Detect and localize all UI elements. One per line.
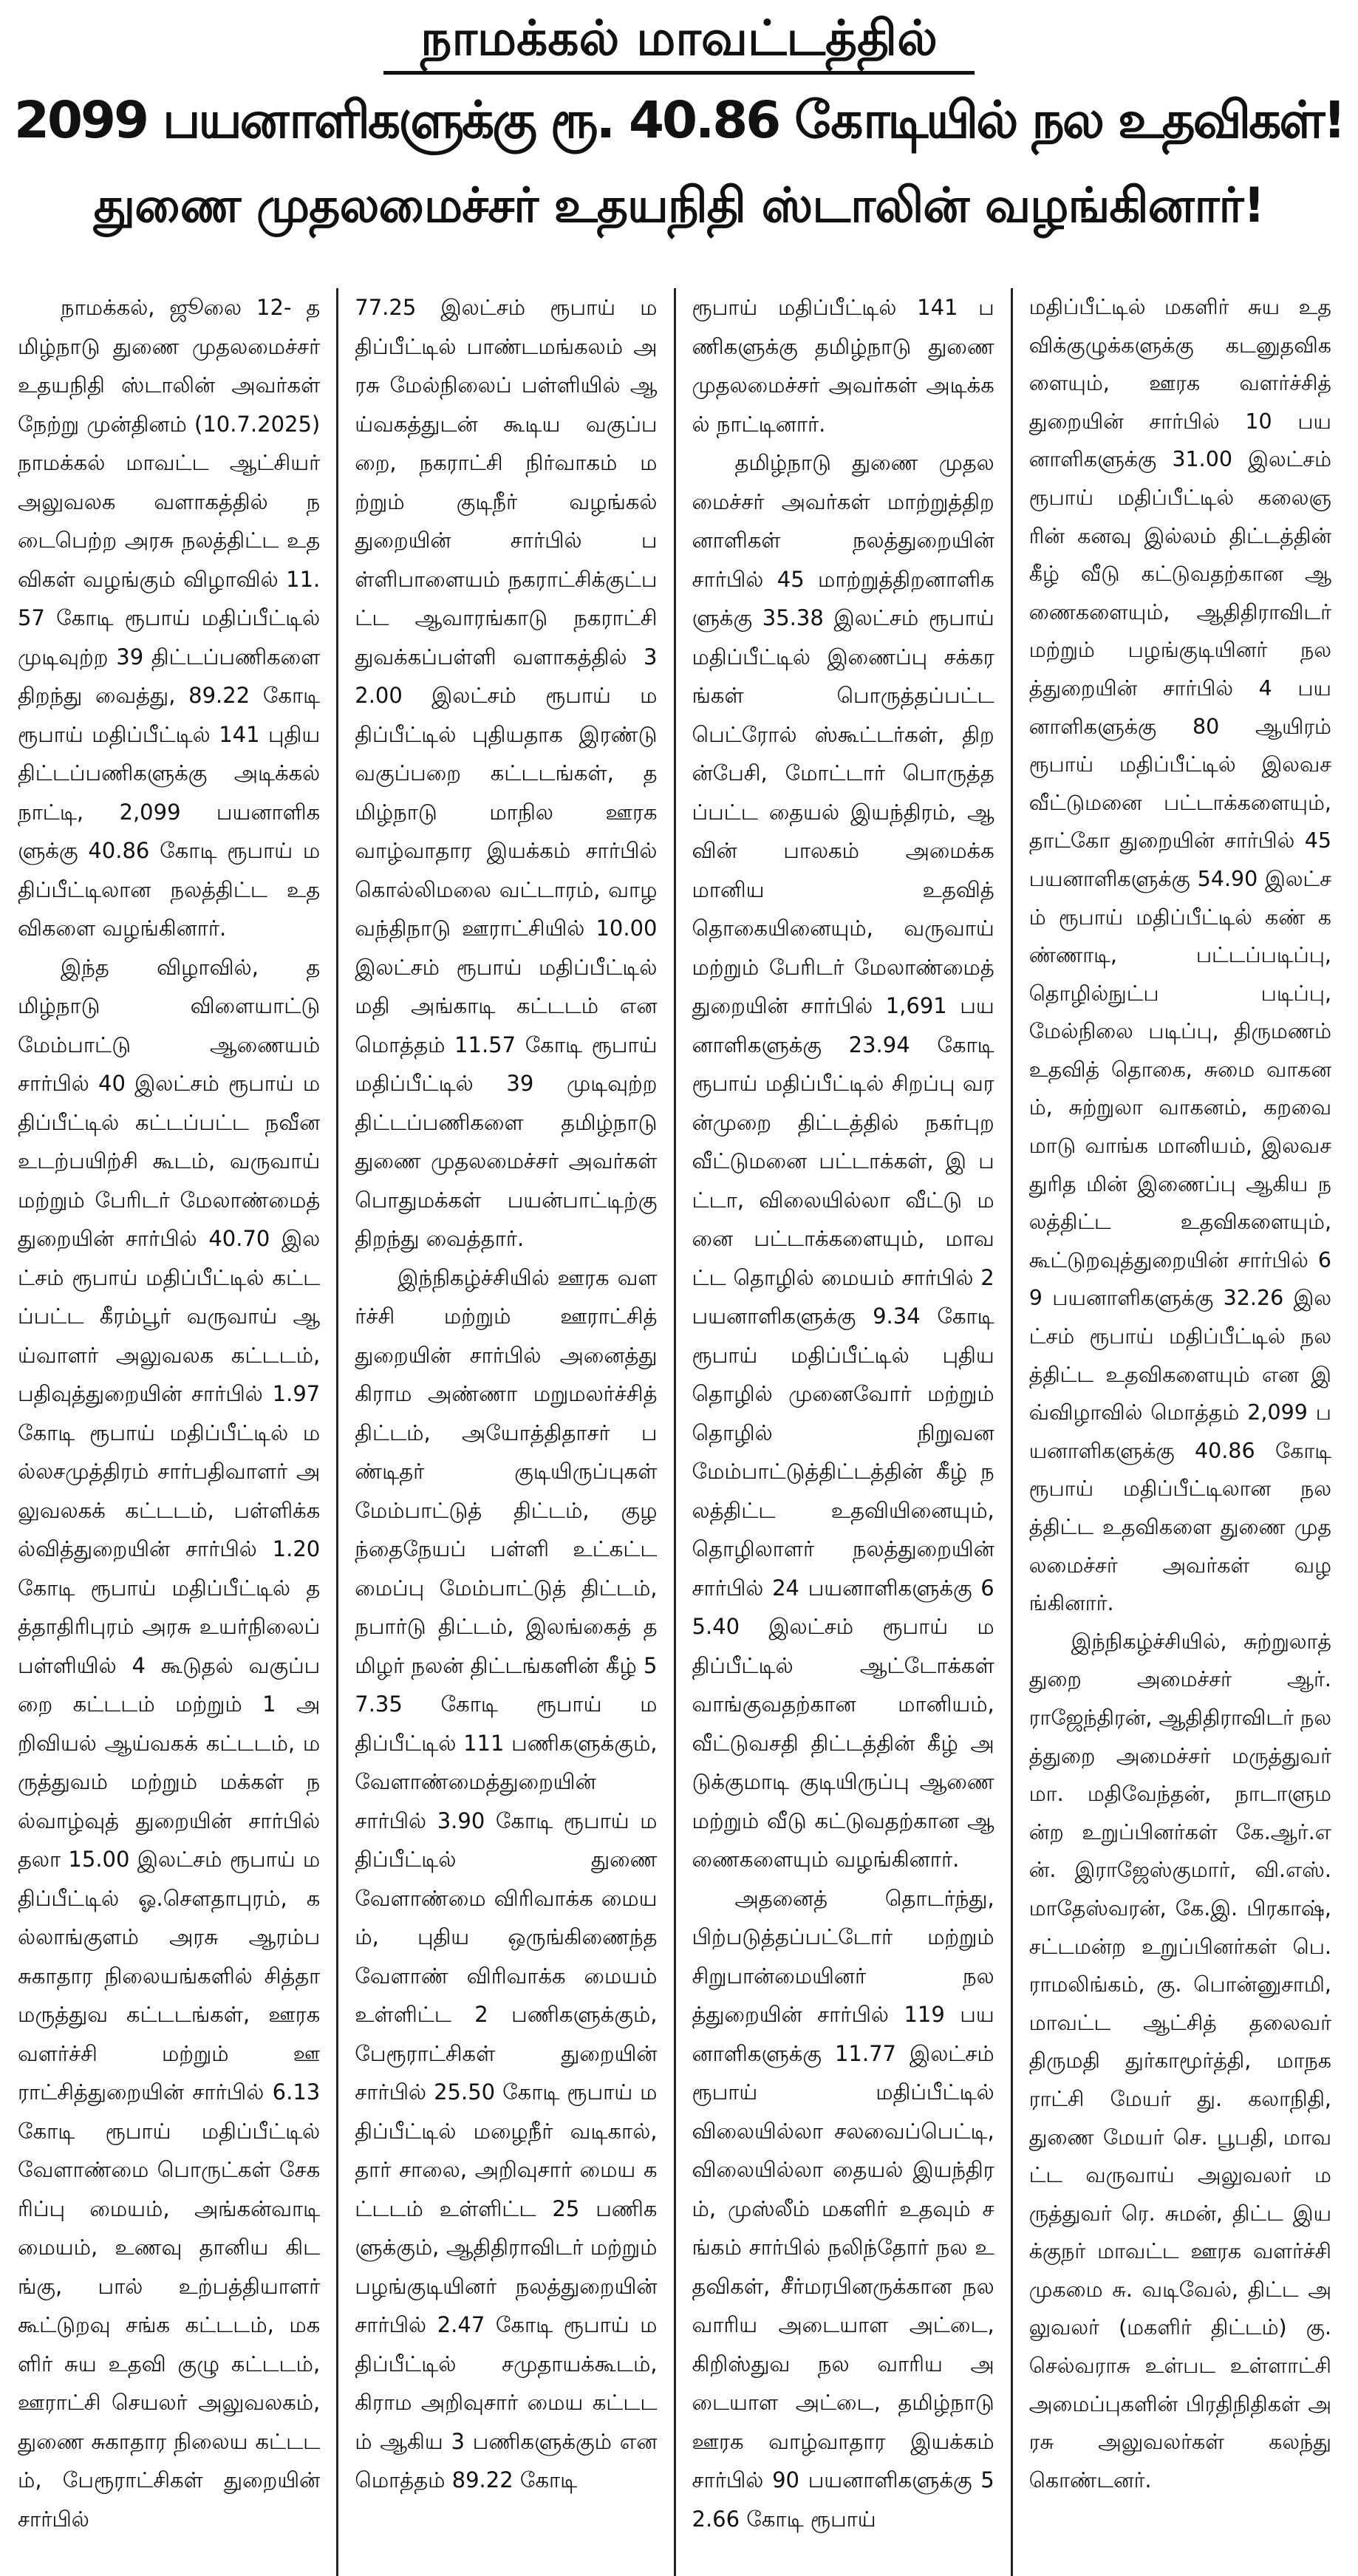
article-column-2 (336, 288, 673, 2576)
article-column-3 (674, 288, 1011, 2576)
paragraph: ரூபாய் மதிப்பீட்டில் 141 பணிகளுக்கு தமிழ்நாடு துணை முதலமைச்சர் அவர்கள் அடிக்கல் நாட்டினார். (692, 295, 994, 437)
paragraph: இந்நிகழ்ச்சியில், சுற்றுலாத் துறை அமைச்சர் ஆர். ராஜேந்திரன், ஆதிதிராவிடர் நலத்துறை அமைச்சர் மருத்துவர் மா. மதிவேந்தன், நாடாளுமன்ற உறுப்பினர்கள் கே.ஆர்.என். இராஜேஸ்குமார், வி.எஸ். மாதேஸ்வரன், கே.இ. பிரகாஷ், சட்டமன்ற உறுப்பினர்கள் பெ. ராமலிங்கம், கு. பொன்னுசாமி, மாவட்ட ஆட்சித் தலைவர் திருமதி துர்காமூர்த்தி, மாநகராட்சி மேயர் து. கலாநிதி, துணை மேயர் செ. பூபதி, மாவட்ட வருவாய் அலுவலர் மருத்துவர் ரெ. சுமன், திட்ட இயக்குநர் மாவட்ட ஊரக வளர்ச்சி முகமை சு. வடிவேல், திட்ட அலுவலர் (மகளிர் திட்டம்) கு. செல்வராசு உள்பட உள்ளாட்சி அமைப்புகளின் பிரதிநிதிகள் அரசு அலுவலர்கள் கலந்து கொண்டனர். (1028, 1629, 1331, 2492)
paragraph: நாமக்கல், ஜூலை 12- தமிழ்நாடு துணை முதலமைச்சர் உதயநிதி ஸ்டாலின் அவர்கள் நேற்று முன்தினம் (10.7.2025) நாமக்கல் மாவட்ட ஆட்சியர் அலுவலக வளாகத்தில் நடைபெற்ற அரசு நலத்திட்ட உதவிகள் வழங்கும் விழாவில் 11.57 கோடி ரூபாய் மதிப்பீட்டில் முடிவுற்ற 39 திட்டப்பணிகளை திறந்து வைத்து, 89.22 கோடி ரூபாய் மதிப்பீட்டில் 141 புதிய திட்டப்பணிகளுக்கு அடிக்கல் நாட்டி, 2,099 பயனாளிகளுக்கு 40.86 கோடி ரூபாய் மதிப்பீட்டிலான நலத்திட்ட உதவிகளை வழங்கினார். (18, 295, 321, 941)
main-headline: 2099 பயனாளிகளுக்கு ரூ. 40.86 கோடியில் நல உதவிகள்! (14, 90, 1344, 150)
paragraph: தமிழ்நாடு துணை முதலமைச்சர் அவர்கள் மாற்றுத்திறனாளிகள் நலத்துறையின் சார்பில் 45 மாற்றுத்திறனாளிகளுக்கு 35.38 இலட்சம் ரூபாய் மதிப்பீட்டில் இணைப்பு சக்கரங்கள் பொருத்தப்பட்ட பெட்ரோல் ஸ்கூட்டர்கள், திறன்பேசி, மோட்டார் பொருத்தப்பட்ட தையல் இயந்திரம், ஆவின் பாலகம் அமைக்க மானிய உதவித் தொகையினையும், வருவாய் மற்றும் பேரிடர் மேலாண்மைத் துறையின் சார்பில் 1,691 பயனாளிகளுக்கு 23.94 கோடி ரூபாய் மதிப்பீட்டில் சிறப்பு வரன்முறை திட்டத்தில் நகர்புற வீட்டுமனை பட்டாக்கள், இ பட்டா, விலையில்லா வீட்டு மனை பட்டாக்களையும், மாவட்ட தொழில் மையம் சார்பில் 2 பயனாளிகளுக்கு 9.34 கோடி ரூபாய் மதிப்பீட்டில் புதிய தொழில் முனைவோர் மற்றும் தொழில் நிறுவன மேம்பாட்டுத்திட்டத்தின் கீழ் நலத்திட்ட உதவியினையும், தொழிலாளர் நலத்துறையின் சார்பில் 24 பயனாளிகளுக்கு 65.40 இலட்சம் ரூபாய் மதிப்பீட்டில் ஆட்டோக்கள் வாங்குவதற்கான மானியம், வீட்டுவசதி திட்டத்தின் கீழ் அடுக்குமாடி குடியிருப்பு ஆணை மற்றும் வீடு கட்டுவதற்கான ஆணைகளையும் வழங்கினார். (692, 450, 994, 1872)
paragraph: 77.25 இலட்சம் ரூபாய் மதிப்பீட்டில் பாண்டமங்கலம் அரசு மேல்நிலைப் பள்ளியில் ஆய்வகத்துடன் கூடிய வகுப்பறை, நகராட்சி நிர்வாகம் மற்றும் குடிநீர் வழங்கல் துறையின் சார்பில் பள்ளிபாளையம் நகராட்சிக்குட்பட்ட ஆவாரங்காடு நகராட்சி துவக்கப்பள்ளி வளாகத்தில் 32.00 இலட்சம் ரூபாய் மதிப்பீட்டில் புதியதாக இரண்டு வகுப்பறை கட்டடங்கள், தமிழ்நாடு மாநில ஊரக வாழ்வாதார இயக்கம் சார்பில் கொல்லிமலை வட்டாரம், வாழவந்திநாடு ஊராட்சியில் 10.00 இலட்சம் ரூபாய் மதிப்பீட்டில் மதி அங்காடி கட்டடம் என மொத்தம் 11.57 கோடி ரூபாய் மதிப்பீட்டில் 39 முடிவுற்ற திட்டப்பணிகளை தமிழ்நாடு துணை முதலமைச்சர் அவர்கள் பொதுமக்கள் பயன்பாட்டிற்கு திறந்து வைத்தார். (355, 295, 658, 1251)
paragraph: மதிப்பீட்டில் மகளிர் சுய உதவிக்குழுக்களுக்கு கடனுதவிகளையும், ஊரக வளர்ச்சித் துறையின் சார்பில் 10 பயனாளிகளுக்கு 31.00 இலட்சம் ரூபாய் மதிப்பீட்டில் கலைஞரின் கனவு இல்லம் திட்டத்தின் கீழ் வீடு கட்டுவதற்கான ஆணைகளையும், ஆதிதிராவிடர் மற்றும் பழங்குடியினர் நலத்துறையின் சார்பில் 4 பயனாளிகளுக்கு 80 ஆயிரம் ரூபாய் மதிப்பீட்டில் இலவச வீட்டுமனை பட்டாக்களையும், தாட்கோ துறையின் சார்பில் 45 பயனாளிகளுக்கு 54.90 இலட்சம் ரூபாய் மதிப்பீட்டில் கண் கண்ணாடி, பட்டப்படிப்பு, தொழில்நுட்ப படிப்பு, மேல்நிலை படிப்பு, திருமணம் உதவித் தொகை, சுமை வாகனம், சுற்றுலா வாகனம், கறவை மாடு வாங்க மானியம், இலவச துரித மின் இணைப்பு ஆகிய நலத்திட்ட உதவிகளையும், கூட்டுறவுத்துறையின் சார்பில் 69 பயனாளிகளுக்கு 32.26 இலட்சம் ரூபாய் மதிப்பீட்டில் நலத்திட்ட உதவிகளையும் என இவ்விழாவில் மொத்தம் 2,099 பயனாளிகளுக்கு 40.86 கோடி ரூபாய் மதிப்பீட்டிலான நலத்திட்ட உதவிகளை துணை முதலமைச்சர் அவர்கள் வழங்கினார். (1028, 295, 1331, 1616)
kicker-heading: நாமக்கல் மாவட்டத்தில் (383, 10, 975, 75)
paragraph: இந்நிகழ்ச்சியில் ஊரக வளர்ச்சி மற்றும் ஊராட்சித் துறையின் சார்பில் அனைத்து கிராம அண்ணா மறுமலர்ச்சித் திட்டம், அயோத்திதாசர் பண்டிதர் குடியிருப்புகள் மேம்பாட்டுத் திட்டம், குழந்தைநேயப் பள்ளி உட்கட்டமைப்பு மேம்பாட்டுத் திட்டம், நபார்டு திட்டம், இலங்கைத் தமிழர் நலன் திட்டங்களின் கீழ் 57.35 கோடி ரூபாய் மதிப்பீட்டில் 111 பணிகளுக்கும், வேளாண்மைத்துறையின் சார்பில் 3.90 கோடி ரூபாய் மதிப்பீட்டில் துணை வேளாண்மை விரிவாக்க மையம், புதிய ஒருங்கிணைந்த வேளாண் விரிவாக்க மையம் உள்ளிட்ட 2 பணிகளுக்கும், பேரூராட்சிகள் துறையின் சார்பில் 25.50 கோடி ரூபாய் மதிப்பீட்டில் மழைநீர் வடிகால், தார் சாலை, அறிவுசார் மைய கட்டடம் உள்ளிட்ட 25 பணிகளுக்கும், ஆதிதிராவிடர் மற்றும் பழங்குடியினர் நலத்துறையின் சார்பில் 2.47 கோடி ரூபாய் மதிப்பீட்டில் சமுதாயக்கூடம், கிராம அறிவுசார் மைய கட்டடம் ஆகிய 3 பணிகளுக்கும் என மொத்தம் 89.22 கோடி (355, 1264, 658, 2492)
article-body (10, 288, 1348, 2576)
sub-headline: துணை முதலமைச்சர் உதயநிதி ஸ்டாலின் வழங்கினார்! (93, 177, 1265, 234)
article-column-4 (1011, 288, 1348, 2576)
article-column-1 (10, 288, 336, 2576)
paragraph: அதனைத் தொடர்ந்து, பிற்படுத்தப்பட்டோர் மற்றும் சிறுபான்மையினர் நலத்துறையின் சார்பில் 119 பயனாளிகளுக்கு 11.77 இலட்சம் ரூபாய் மதிப்பீட்டில் விலையில்லா சலவைப்பெட்டி, விலையில்லா தையல் இயந்திரம், முஸ்லீம் மகளிர் உதவும் சங்கம் சார்பில் நலிந்தோர் நல உதவிகள், சீர்மரபினருக்கான நலவாரிய அடையாள அட்டை, கிறிஸ்துவ நல வாரிய அடையாள அட்டை, தமிழ்நாடு ஊரக வாழ்வாதார இயக்கம் சார்பில் 90 பயனாளிகளுக்கு 52.66 கோடி ரூபாய் (692, 1885, 994, 2532)
paragraph: இந்த விழாவில், தமிழ்நாடு விளையாட்டு மேம்பாட்டு ஆணையம் சார்பில் 40 இலட்சம் ரூபாய் மதிப்பீட்டில் கட்டப்பட்ட நவீன உடற்பயிற்சி கூடம், வருவாய் மற்றும் பேரிடர் மேலாண்மைத் துறையின் சார்பில் 40.70 இலட்சம் ரூபாய் மதிப்பீட்டில் கட்டப்பட்ட கீரம்பூர் வருவாய் ஆய்வாளர் அலுவலக கட்டடம், பதிவுத்துறையின் சார்பில் 1.97 கோடி ரூபாய் மதிப்பீட்டில் மல்லசமுத்திரம் சார்பதிவாளர் அலுவலகக் கட்டடம், பள்ளிக்கல்வித்துறையின் சார்பில் 1.20 கோடி ரூபாய் மதிப்பீட்டில் தத்தாதிரிபுரம் அரசு உயர்நிலைப் பள்ளியில் 4 கூடுதல் வகுப்பறை கட்டடம் மற்றும் 1 அறிவியல் ஆய்வகக் கட்டடம், மருத்துவம் மற்றும் மக்கள் நல்வாழ்வுத் துறையின் சார்பில் தலா 15.00 இலட்சம் ரூபாய் மதிப்பீட்டில் ஓ.சௌதாபுரம், கல்லாங்குளம் அரசு ஆரம்ப சுகாதார நிலையங்களில் சித்தா மருத்துவ கட்டடங்கள், ஊரக வளர்ச்சி மற்றும் ஊராட்சித்துறையின் சார்பில் 6.13 கோடி ரூபாய் மதிப்பீட்டில் வேளாண்மை பொருட்கள் சேகரிப்பு மையம், அங்கன்வாடி மையம், உணவு தானிய கிடங்கு, பால் உற்பத்தியாளர் கூட்டுறவு சங்க கட்டடம், மகளிர் சுய உதவி குழு கட்டடம், ஊராட்சி செயலர் அலுவலகம், துணை சுகாதார நிலைய கட்டடம், பேரூராட்சிகள் துறையின் சார்பில் (18, 954, 321, 2532)
